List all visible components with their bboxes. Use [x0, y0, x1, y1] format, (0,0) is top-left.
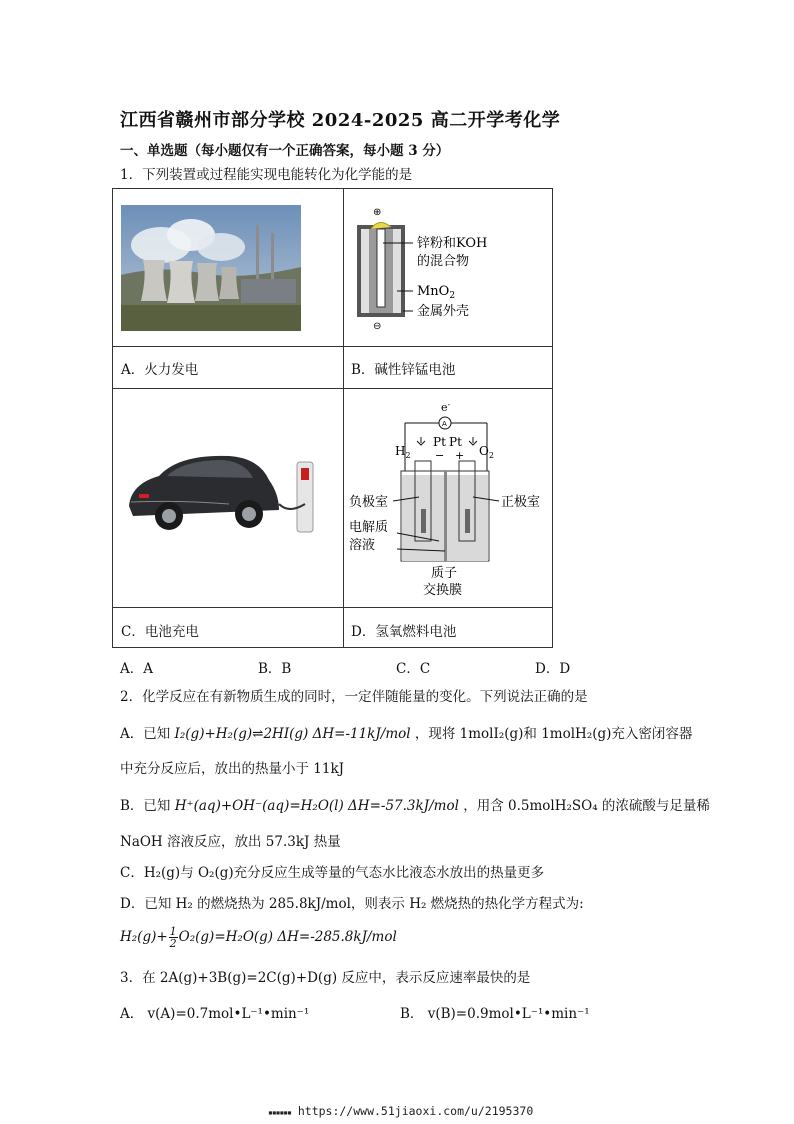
q2-a-suffix: ，现将 1molI₂(g)和 1molH₂(g)充入密闭容器 [414, 726, 693, 742]
table-divider-vertical [343, 189, 344, 647]
fraction-denominator: 2 [169, 937, 177, 950]
battery-label-mno2-sub: 2 [449, 291, 456, 301]
q2-option-a-line2: 中充分反应后，放出的热量小于 11kJ [120, 761, 345, 777]
q2-b-suffix: ，用含 0.5molH₂SO₄ 的浓硫酸与足量稀 [463, 798, 710, 814]
table-divider-2 [113, 388, 552, 389]
positive-chamber-label: 正极室 [501, 495, 541, 510]
q2-option-b-line1 [120, 797, 710, 815]
q1-choice-a: A．A [120, 661, 153, 677]
q2-option-d-line1: D．已知 H₂ 的燃烧热为 285.8kJ/mol，则表示 H₂ 燃烧热的热化学方程式为: [120, 896, 584, 912]
pt-electrode-left: Pt [433, 435, 446, 449]
electron-label: e [441, 401, 448, 414]
option-cell-a-label: A．火力发电 [121, 362, 199, 378]
alkaline-battery-diagram [349, 203, 509, 333]
o2-label: O [479, 444, 489, 458]
q1-choice-d: D．D [535, 661, 571, 677]
q1-stem: 1．下列装置或过程能实现电能转化为化学能的是 [120, 167, 413, 183]
q3-stem: 3．在 2A(g)+3B(g)=2C(g)+D(g) 反应中，表示反应速率最快的是 [120, 970, 531, 986]
footer-link[interactable]: https://www.51jiaoxi.com/u/2195370 [297, 1104, 534, 1118]
battery-minus-icon: ⊖ [373, 321, 382, 332]
ammeter-icon: A [442, 420, 447, 428]
q1-choice-b: B．B [258, 661, 292, 677]
page-title: 江西省赣州市部分学校 2024-2025 高二开学考化学 [120, 110, 561, 131]
q2-b-prefix: B．已知 [120, 798, 171, 814]
option-cell-d-label: D．氢氧燃料电池 [351, 624, 457, 640]
pt-electrode-right: Pt [449, 435, 462, 449]
battery-label-mno2: MnO [417, 284, 450, 299]
svg-text:O2 [479, 444, 494, 460]
q1-choice-c: C．C [396, 661, 431, 677]
electrolyte-label-1: 电解质 [349, 520, 389, 535]
option-cell-b-label: B．碱性锌锰电池 [351, 362, 456, 378]
section-heading: 一、单选题（每小题仅有一个正确答案，每小题 3 分） [120, 143, 450, 159]
q2-d-eq-post: O₂(g)=H₂O(g) ΔH=-285.8kJ/mol [178, 929, 397, 945]
electron-label-sup: - [447, 401, 451, 409]
negative-chamber-label: 负极室 [349, 495, 389, 510]
h2-label: H [395, 444, 406, 458]
table-divider-3 [113, 607, 552, 608]
fraction-one-half [169, 926, 178, 949]
q2-option-a-line1 [120, 725, 692, 743]
electric-car-charging-image [119, 444, 335, 534]
q1-options-table [112, 188, 553, 648]
q2-stem: 2．化学反应在有新物质生成的同时，一定伴随能量的变化。下列说法正确的是 [120, 689, 588, 705]
q2-option-d-equation [120, 926, 397, 949]
fraction-numerator: 1 [169, 925, 177, 938]
membrane-label-1: 质子 [431, 566, 458, 581]
footer-url[interactable] [268, 1104, 533, 1118]
battery-label-mix-1: 锌粉和KOH [417, 236, 488, 251]
q2-b-equation: H⁺(aq)+OH⁻(aq)=H₂O(l) ΔH=-57.3kJ/mol [174, 798, 459, 814]
fuel-cell-diagram [349, 401, 549, 597]
battery-label-mix-2: 的混合物 [417, 254, 470, 269]
svg-text:MnO2 [417, 284, 455, 301]
q2-option-b-line2: NaOH 溶液反应，放出 57.3kJ 热量 [120, 834, 341, 850]
membrane-label-2: 交换膜 [423, 583, 463, 597]
q3-option-a: A． v(A)=0.7mol•L⁻¹•min⁻¹ [120, 1006, 310, 1022]
footer-prefix: ▪▪▪▪▪▪ [268, 1108, 291, 1117]
svg-text:e- [441, 401, 451, 414]
q2-option-c: C．H₂(g)与 O₂(g)充分反应生成等量的气态水比液态水放出的热量更多 [120, 865, 545, 881]
q2-d-eq-pre: H₂(g)+ [120, 929, 168, 945]
thermal-power-plant-image [121, 205, 301, 331]
q2-a-equation: I₂(g)+H₂(g)⇌2HI(g) ΔH=-11kJ/mol [174, 726, 411, 742]
positive-sign: + [455, 449, 465, 462]
negative-sign: − [435, 449, 445, 462]
o2-label-sub: 2 [488, 451, 494, 460]
battery-label-shell: 金属外壳 [417, 304, 470, 319]
electrolyte-label-2: 溶液 [349, 538, 376, 553]
q2-a-prefix: A．已知 [120, 726, 171, 742]
h2-label-sub: 2 [405, 451, 411, 460]
q3-option-b: B． v(B)=0.9mol•L⁻¹•min⁻¹ [400, 1006, 590, 1022]
svg-text:H2 [395, 444, 411, 460]
battery-plus-icon: ⊕ [373, 207, 382, 218]
option-cell-c-label: C．电池充电 [121, 624, 199, 640]
table-divider-1 [113, 346, 552, 347]
